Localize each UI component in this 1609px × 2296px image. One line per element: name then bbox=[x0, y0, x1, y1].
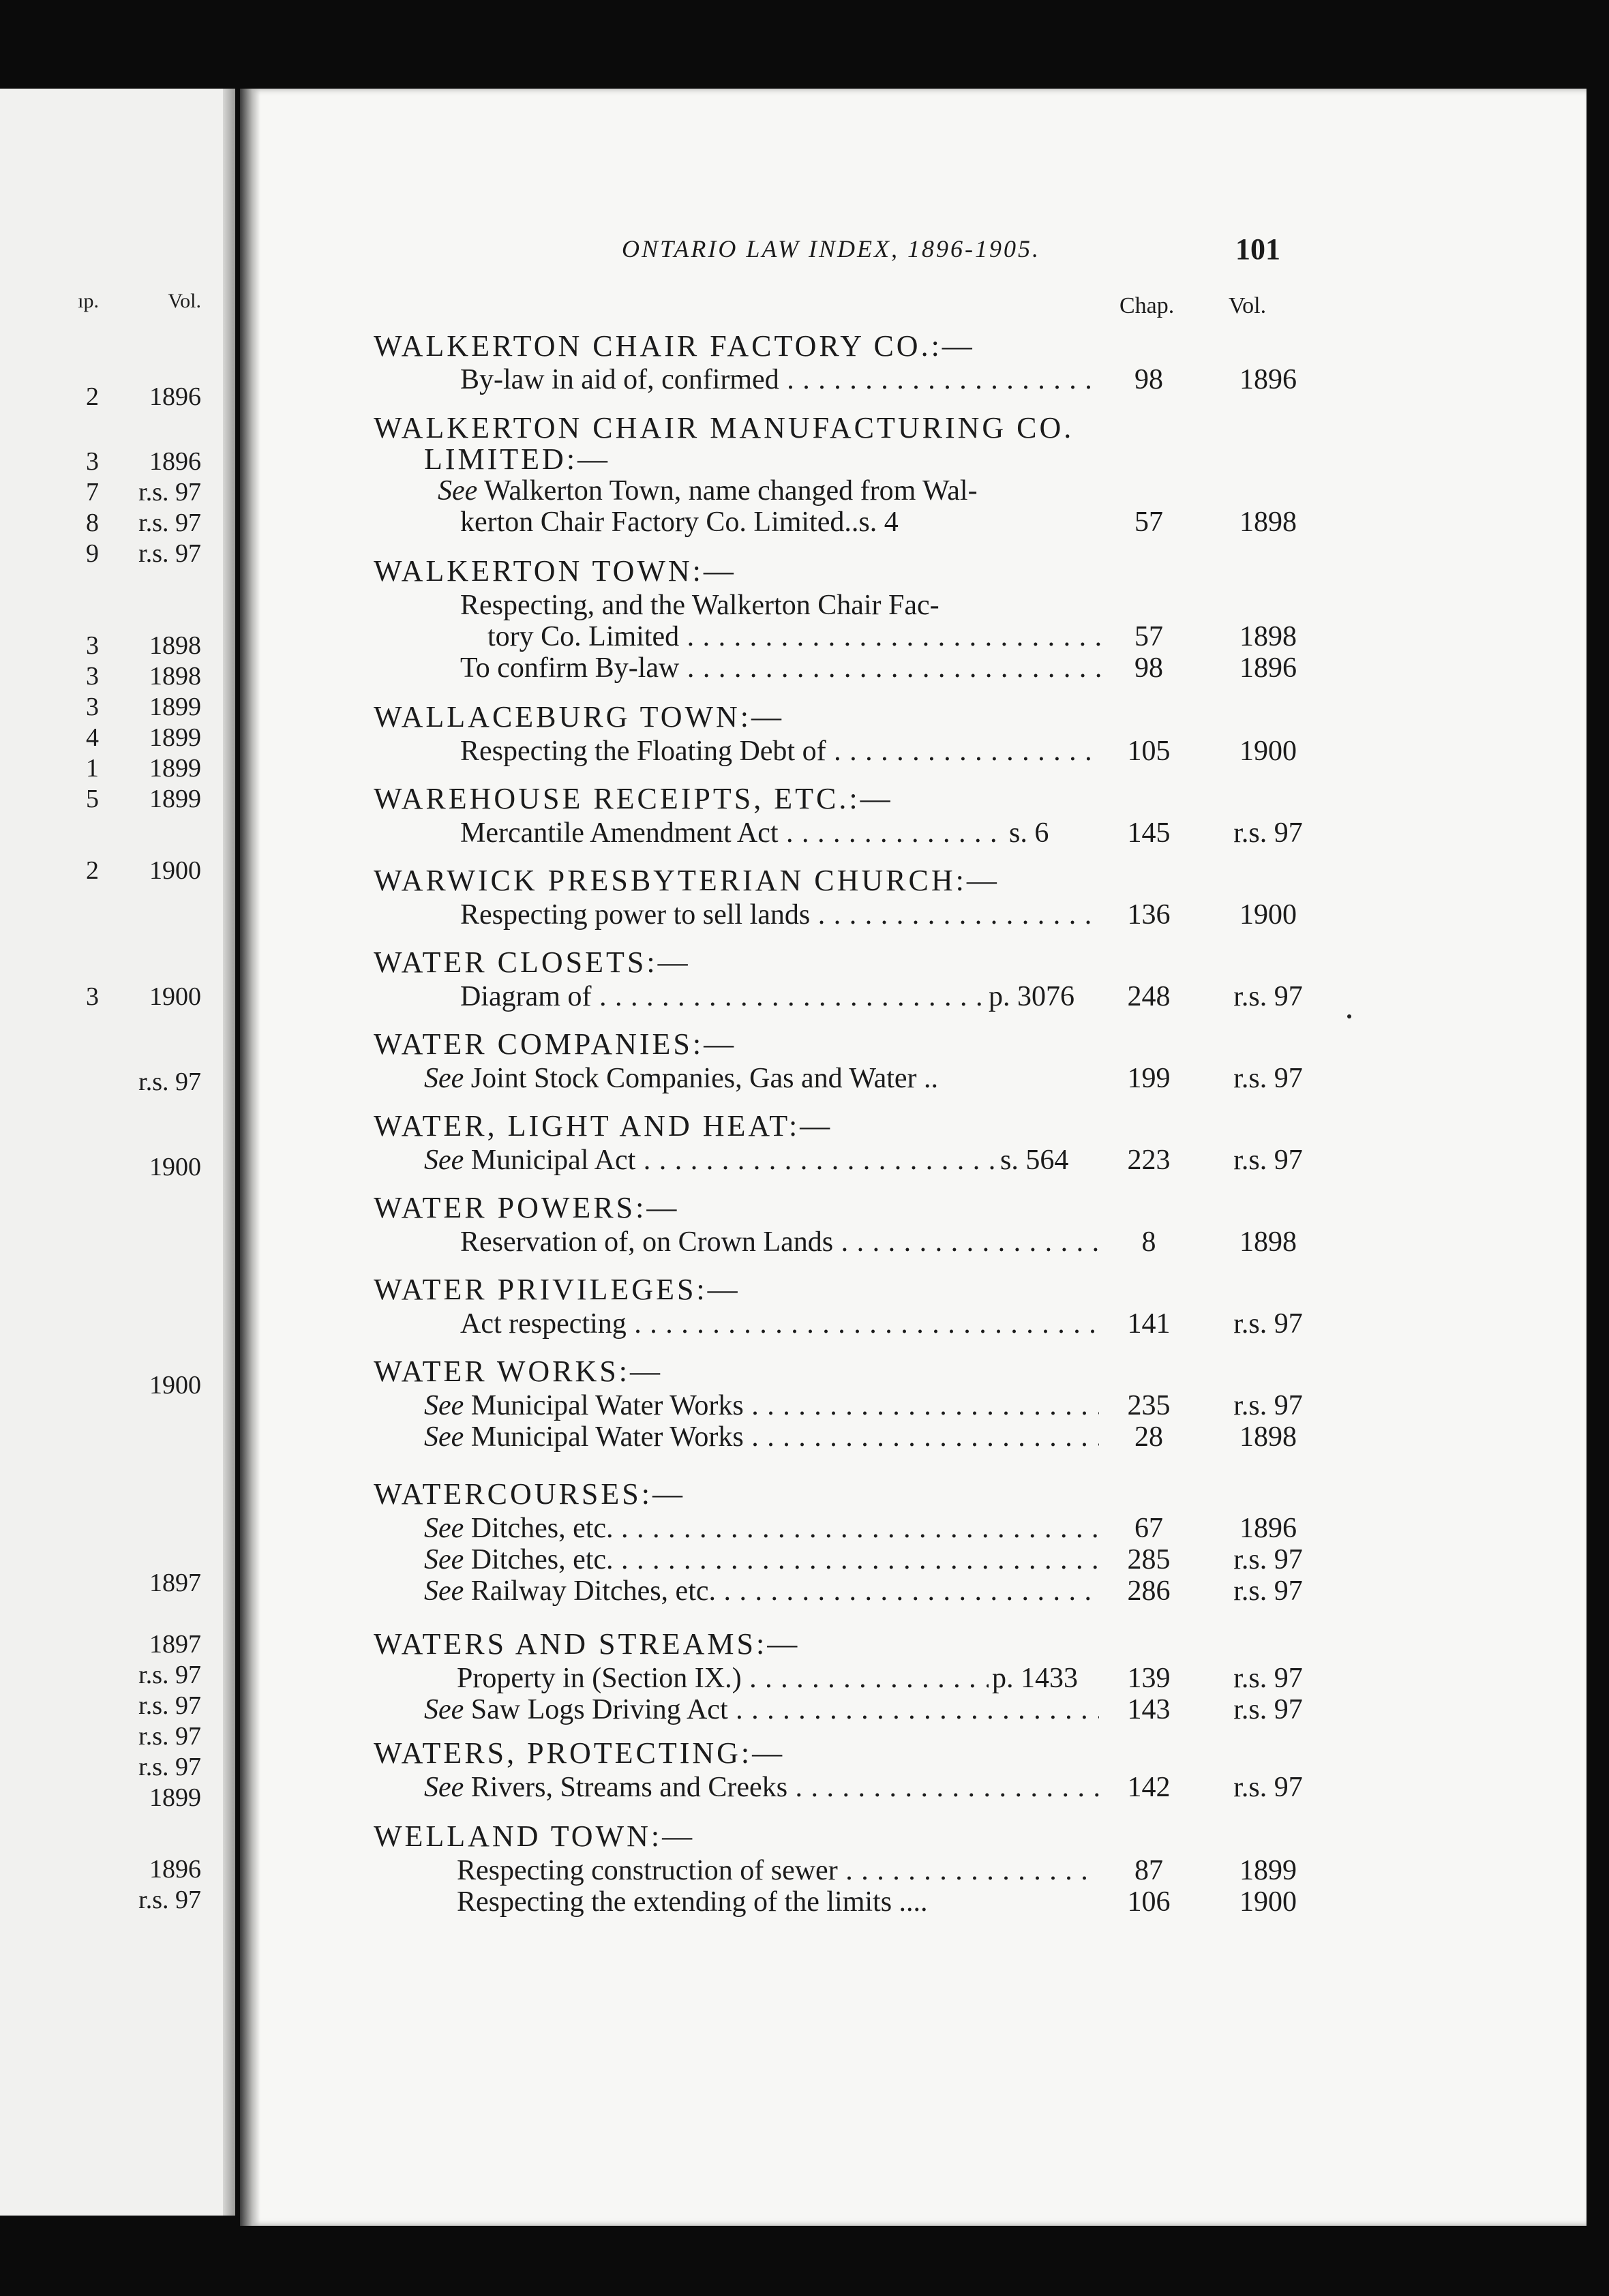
entry-line: kerton Chair Factory Co. Limited..s. 4 57 1898 bbox=[460, 507, 1297, 538]
left-vol: 1898 bbox=[149, 662, 201, 691]
left-chap: 4 bbox=[86, 723, 99, 752]
entry-line: See Rivers, Streams and Creeks . . . 142 r.s. 97 bbox=[424, 1771, 1529, 1805]
entry-heading: WATER COMPANIES:— bbox=[374, 1027, 737, 1061]
entry-line: See Ditches, etc. . . . 285 r.s. 97 bbox=[424, 1543, 1529, 1577]
left-chap: 1 bbox=[86, 754, 99, 783]
left-chap: 3 bbox=[86, 447, 99, 476]
left-chap: 2 bbox=[86, 856, 99, 885]
left-vol: 1896 bbox=[149, 447, 201, 476]
left-vol: r.s. 97 bbox=[138, 509, 201, 537]
entry-heading: WATER POWERS:— bbox=[374, 1191, 680, 1224]
left-vol: 1900 bbox=[149, 856, 201, 885]
right-page bbox=[240, 89, 1587, 2226]
left-vol: 1896 bbox=[149, 1855, 201, 1884]
entry-line: Respecting the Floating Debt of . . . 105 1900 bbox=[460, 735, 1565, 769]
left-chap: 3 bbox=[86, 631, 99, 660]
entry-heading: WALKERTON CHAIR FACTORY CO.:— bbox=[374, 329, 975, 363]
left-page-fragment bbox=[0, 89, 235, 2216]
left-vol: 1900 bbox=[149, 1153, 201, 1181]
entry-line: To confirm By-law . . . 98 1896 bbox=[460, 652, 1565, 686]
left-vol: 1897 bbox=[149, 1569, 201, 1597]
entry-line: By-law in aid of, confirmed . . . 98 1896 bbox=[460, 363, 1565, 397]
entry-line: See Municipal Water Works . . . 28 1898 bbox=[424, 1421, 1529, 1455]
entry-heading: WATER, LIGHT AND HEAT:— bbox=[374, 1109, 833, 1143]
entry-heading: WALKERTON TOWN:— bbox=[374, 554, 736, 588]
left-vol: r.s. 97 bbox=[138, 1691, 201, 1720]
entry-line: Act respecting . . . 141 r.s. 97 bbox=[460, 1308, 1565, 1342]
entry-line: See Municipal Act . . . s. 564 223 r.s. 97 bbox=[424, 1144, 1529, 1178]
left-vol: 1898 bbox=[149, 631, 201, 660]
left-chap: 8 bbox=[86, 509, 99, 537]
left-vol: r.s. 97 bbox=[138, 1661, 201, 1689]
entry-line: See Railway Ditches, etc. . . . 286 r.s. 97 bbox=[424, 1575, 1529, 1609]
left-col-head-vol: Vol. bbox=[168, 290, 201, 312]
entry-line: Respecting power to sell lands . . . 136 1900 bbox=[460, 898, 1565, 933]
entry-line: Respecting construction of sewer . . . 87 1899 bbox=[457, 1854, 1561, 1888]
entry-heading-continuation: LIMITED:— bbox=[424, 442, 611, 476]
column-header-vol: Vol. bbox=[1229, 293, 1267, 318]
left-chap: 5 bbox=[86, 785, 99, 813]
page-number: 101 bbox=[1235, 232, 1280, 266]
entry-heading: WATERS AND STREAMS:— bbox=[374, 1627, 800, 1661]
entry-line: Respecting, and the Walkerton Chair Fac- bbox=[460, 590, 939, 621]
entry-heading: WALLACEBURG TOWN:— bbox=[374, 700, 785, 734]
column-header-chap: Chap. bbox=[1119, 293, 1175, 318]
left-vol: r.s. 97 bbox=[138, 1068, 201, 1096]
entry-line: Diagram of . . . p. 3076 248 r.s. 97 bbox=[460, 980, 1565, 1014]
left-chap: 7 bbox=[86, 478, 99, 507]
entry-heading: WATER PRIVILEGES:— bbox=[374, 1273, 740, 1306]
entry-heading: WATERS, PROTECTING:— bbox=[374, 1736, 785, 1770]
left-vol: 1899 bbox=[149, 754, 201, 783]
entry-line: See Walkerton Town, name changed from Wal- bbox=[438, 475, 978, 507]
entry-line: Reservation of, on Crown Lands . . . 8 1898 bbox=[460, 1226, 1565, 1260]
left-vol: r.s. 97 bbox=[138, 1722, 201, 1751]
left-chap: 3 bbox=[86, 662, 99, 691]
page-gutter bbox=[223, 89, 235, 2216]
left-vol: r.s. 97 bbox=[138, 1753, 201, 1781]
left-col-head-chap: ıp. bbox=[78, 290, 99, 312]
entry-line: tory Co. Limited . . . 57 1898 bbox=[487, 620, 1592, 654]
left-chap: 3 bbox=[86, 693, 99, 721]
entry-line: Mercantile Amendment Act . . . s. 6 145 r.s. 97 bbox=[460, 817, 1565, 851]
left-vol: 1899 bbox=[149, 723, 201, 752]
entry-heading: WAREHOUSE RECEIPTS, ETC.:— bbox=[374, 782, 893, 815]
entry-line: Property in (Section IX.) . . . p. 1433 139 r.s. 97 bbox=[457, 1662, 1561, 1696]
left-chap: 2 bbox=[86, 382, 99, 411]
running-head: ONTARIO LAW INDEX, 1896-1905. bbox=[622, 235, 1040, 262]
left-vol: 1899 bbox=[149, 785, 201, 813]
entry-line: See Saw Logs Driving Act . . . 143 r.s. 97 bbox=[424, 1693, 1529, 1727]
entry-line: Respecting the extending of the limits .... 106 1900 bbox=[457, 1886, 1297, 1918]
entry-line: See Ditches, etc. . . . 67 1896 bbox=[424, 1512, 1529, 1546]
left-vol: 1900 bbox=[149, 982, 201, 1011]
page-edge-shadow bbox=[240, 89, 260, 2226]
left-vol: 1897 bbox=[149, 1630, 201, 1659]
left-vol: 1899 bbox=[149, 693, 201, 721]
left-chap: 9 bbox=[86, 539, 99, 568]
entry-heading: WELLAND TOWN:— bbox=[374, 1819, 695, 1853]
entry-heading: WATER WORKS:— bbox=[374, 1355, 663, 1388]
left-vol: 1900 bbox=[149, 1371, 201, 1400]
entry-line: See Joint Stock Companies, Gas and Water .. 199 r.s. 97 bbox=[424, 1063, 1303, 1094]
left-chap: 3 bbox=[86, 982, 99, 1011]
left-vol: r.s. 97 bbox=[138, 1886, 201, 1914]
left-vol: 1896 bbox=[149, 382, 201, 411]
entry-heading: WALKERTON CHAIR MANUFACTURING CO. bbox=[374, 411, 1074, 444]
entry-heading: WATER CLOSETS:— bbox=[374, 946, 691, 979]
left-vol: r.s. 97 bbox=[138, 539, 201, 568]
entry-heading: WARWICK PRESBYTERIAN CHURCH:— bbox=[374, 864, 999, 897]
left-vol: r.s. 97 bbox=[138, 478, 201, 507]
ink-speck bbox=[1347, 1014, 1351, 1018]
entry-line: See Municipal Water Works . . . 235 r.s. 97 bbox=[424, 1389, 1529, 1423]
left-vol: 1899 bbox=[149, 1783, 201, 1812]
entry-heading: WATERCOURSES:— bbox=[374, 1477, 685, 1511]
